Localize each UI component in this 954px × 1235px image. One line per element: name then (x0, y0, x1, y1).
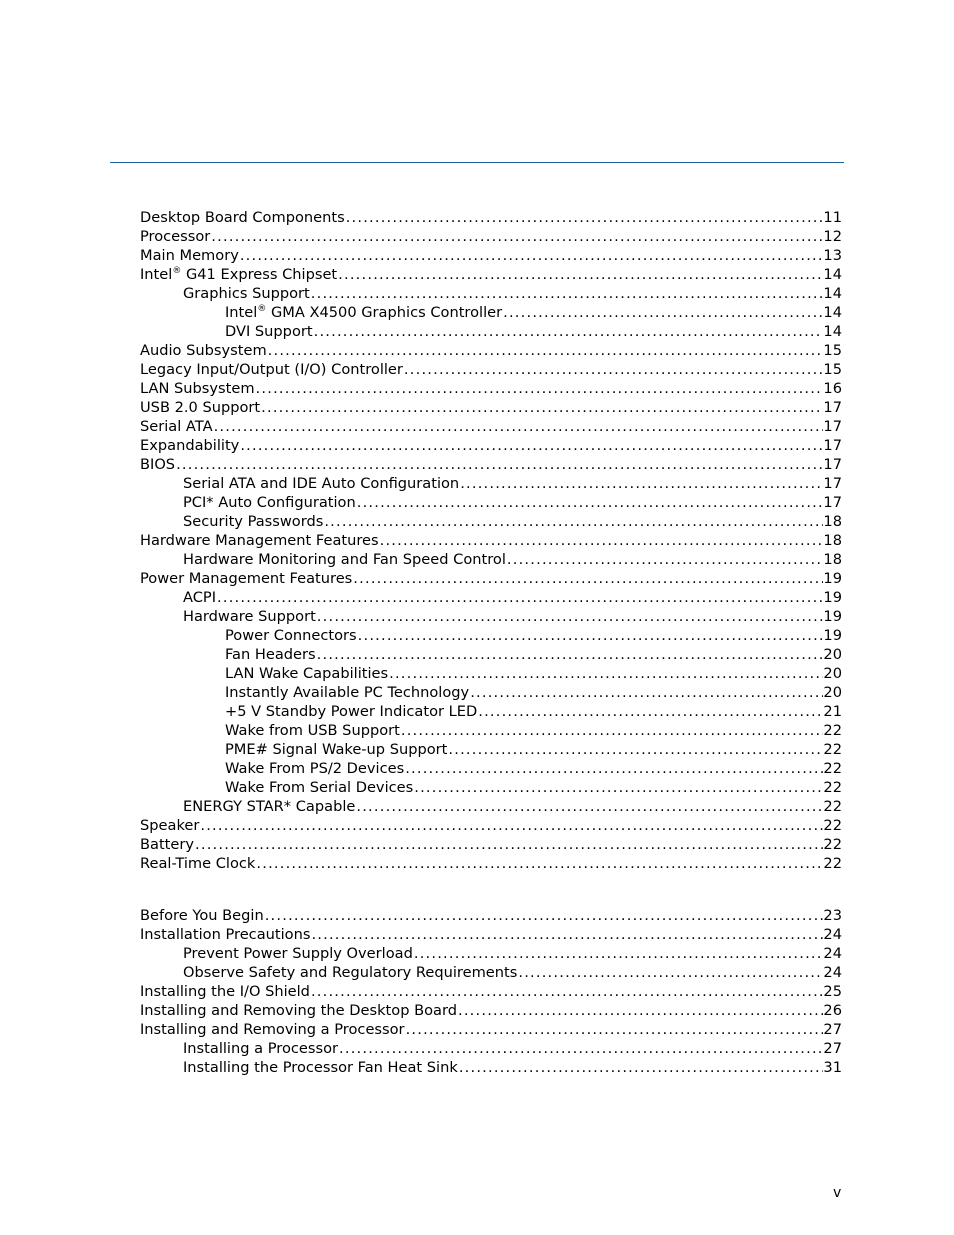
toc-entry[interactable] (140, 588, 842, 607)
toc-entry-page: 19 (823, 589, 842, 606)
toc-entry-page: 20 (823, 684, 842, 701)
toc-entry-page: 21 (823, 703, 842, 720)
toc-entry[interactable] (140, 1020, 842, 1039)
dot-leader (339, 1039, 823, 1058)
toc-entry-page: 25 (823, 983, 842, 1000)
toc-entry[interactable] (140, 512, 842, 531)
toc-entry[interactable] (140, 303, 842, 322)
dot-leader (261, 398, 823, 417)
toc-entry[interactable] (140, 626, 842, 645)
toc-entry[interactable] (140, 1039, 842, 1058)
toc-entry-title-text: Wake From PS/2 Devices (225, 760, 405, 777)
dot-leader (311, 925, 823, 944)
toc-entry-title-text: Desktop Board Components (140, 209, 345, 226)
toc-entry[interactable] (140, 740, 842, 759)
toc-entry[interactable] (140, 721, 842, 740)
toc-entry-title-text: Wake from USB Support (225, 722, 400, 739)
toc-entry-title (225, 702, 477, 721)
dot-leader (460, 474, 823, 493)
dot-leader (478, 702, 823, 721)
dot-leader (353, 569, 823, 588)
toc-entry-page: 31 (823, 1059, 842, 1076)
toc-entry[interactable] (140, 854, 842, 873)
dot-leader (414, 944, 824, 963)
toc-entry-title-text: Installing the Processor Fan Heat Sink (183, 1059, 458, 1076)
toc-entry-title-text: Serial ATA (140, 418, 213, 435)
dot-leader (324, 512, 823, 531)
toc-entry-title-text: Expandability (140, 437, 240, 454)
toc-entry-title-text: Installing and Removing the Desktop Board (140, 1002, 457, 1019)
toc-entry-title (183, 493, 356, 512)
toc-entry-page: 22 (823, 836, 842, 853)
toc-entry-title (140, 208, 345, 227)
toc-entry-title-text: Installing the I/O Shield (140, 983, 310, 1000)
toc-section-board-features (140, 208, 842, 873)
dot-leader (401, 721, 824, 740)
toc-entry[interactable] (140, 474, 842, 493)
toc-entry-title-text: Fan Headers (225, 646, 316, 663)
dot-leader (389, 664, 823, 683)
toc-entry-page: 17 (823, 437, 842, 454)
toc-entry[interactable] (140, 360, 842, 379)
dot-leader (380, 531, 824, 550)
toc-entry-title (140, 265, 337, 284)
toc-entry-title (140, 1001, 457, 1020)
toc-entry-title (140, 341, 267, 360)
dot-leader (448, 740, 823, 759)
toc-entry-page: 24 (823, 964, 842, 981)
toc-entry-title (225, 759, 404, 778)
toc-entry-title-text: LAN Subsystem (140, 380, 255, 397)
toc-entry-page: 24 (823, 945, 842, 962)
toc-entry-title-text: Installing and Removing a Processor (140, 1021, 405, 1038)
toc-entry-title (225, 303, 502, 322)
toc-entry-title (183, 963, 517, 982)
toc-entry-page: 22 (823, 855, 842, 872)
toc-entry-page: 22 (823, 722, 842, 739)
toc-entry-title-text: ENERGY STAR* Capable (183, 798, 356, 815)
toc-entry-title (140, 906, 264, 925)
dot-leader (240, 436, 823, 455)
dot-leader (211, 227, 823, 246)
toc-entry-page: 22 (823, 760, 842, 777)
toc-entry-title (183, 1039, 338, 1058)
toc-entry[interactable] (140, 417, 842, 436)
dot-leader (357, 493, 824, 512)
registered-mark: ® (257, 304, 267, 314)
toc-entry-title (140, 569, 352, 588)
toc-entry-page: 15 (823, 361, 842, 378)
toc-entry[interactable] (140, 322, 842, 341)
toc-entry-title (140, 436, 239, 455)
toc-entry-title (225, 740, 447, 759)
toc-entry-page: 20 (823, 646, 842, 663)
dot-leader (346, 208, 824, 227)
toc-entry-title (225, 778, 413, 797)
toc-entry-page: 19 (823, 608, 842, 625)
dot-leader (503, 303, 823, 322)
toc-entry-title-text: GMA X4500 Graphics Controller (266, 304, 503, 321)
toc-entry-title (225, 645, 316, 664)
toc-entry-title (225, 721, 400, 740)
toc-entry-page: 16 (823, 380, 842, 397)
toc-entry-title (183, 607, 316, 626)
toc-entry-title-text: Serial ATA and IDE Auto Configuration (183, 475, 460, 492)
toc-entry[interactable] (140, 702, 842, 721)
toc-entry[interactable] (140, 569, 842, 588)
toc-entry[interactable] (140, 398, 842, 417)
toc-entry-page: 22 (823, 741, 842, 758)
toc-entry-title (140, 398, 260, 417)
toc-entry-title (183, 512, 323, 531)
toc-entry[interactable] (140, 550, 842, 569)
toc-entry-title (140, 246, 239, 265)
toc-entry-title (140, 531, 379, 550)
toc-entry-title-text: Power Connectors (225, 627, 357, 644)
toc-entry-page: 27 (823, 1040, 842, 1057)
toc-entry[interactable] (140, 436, 842, 455)
toc-entry-title (183, 944, 413, 963)
dot-leader (195, 835, 823, 854)
toc-entry-title-text: Intel (140, 266, 173, 283)
toc-entry-title (140, 835, 194, 854)
dot-leader (459, 1058, 824, 1077)
toc-entry-page: 23 (823, 907, 842, 924)
dot-leader (256, 379, 824, 398)
dot-leader (507, 550, 824, 569)
dot-leader (240, 246, 824, 265)
toc-entry-title-text: ACPI (183, 589, 217, 606)
toc-entry-page: 17 (823, 399, 842, 416)
toc-entry-title-text: Audio Subsystem (140, 342, 267, 359)
toc-entry[interactable] (140, 925, 842, 944)
toc-entry[interactable] (140, 645, 842, 664)
toc-entry[interactable] (140, 683, 842, 702)
toc-entry-title-text: Speaker (140, 817, 200, 834)
dot-leader (404, 360, 824, 379)
toc-entry[interactable] (140, 227, 842, 246)
toc-entry-page: 17 (823, 456, 842, 473)
toc-entry-title (183, 797, 355, 816)
toc-entry[interactable] (140, 284, 842, 303)
toc-entry-page: 14 (823, 304, 842, 321)
dot-leader (314, 322, 824, 341)
toc-entry-title-text: PCI* Auto Configuration (183, 494, 356, 511)
toc-entry[interactable] (140, 493, 842, 512)
dot-leader (470, 683, 823, 702)
registered-mark: ® (172, 266, 182, 276)
dot-leader (311, 284, 824, 303)
toc-entry[interactable] (140, 797, 842, 816)
toc-entry-page: 14 (823, 323, 842, 340)
toc-entry-title-text: Before You Begin (140, 907, 264, 924)
toc-entry-title (140, 925, 310, 944)
header-rule (110, 162, 844, 163)
toc-entry-title (140, 1020, 405, 1039)
dot-leader (406, 1020, 824, 1039)
toc-entry-title-text: Wake From Serial Devices (225, 779, 414, 796)
dot-leader (265, 906, 824, 925)
toc-entry-title (225, 626, 357, 645)
toc-entry[interactable] (140, 341, 842, 360)
toc-entry-title (140, 982, 310, 1001)
toc-entry-page: 14 (823, 285, 842, 302)
toc-entry-page: 18 (823, 513, 842, 530)
toc-entry-title-text: Installing a Processor (183, 1040, 339, 1057)
toc-entry[interactable] (140, 963, 842, 982)
toc-entry-title-text: +5 V Standby Power Indicator LED (225, 703, 478, 720)
toc-entry-title-text: Graphics Support (183, 285, 310, 302)
toc-entry-title-text: Battery (140, 836, 195, 853)
dot-leader (176, 455, 823, 474)
toc-entry-title (183, 284, 310, 303)
dot-leader (356, 797, 823, 816)
dot-leader (317, 607, 824, 626)
toc-entry-title-text: Real-Time Clock (140, 855, 256, 872)
toc-entry-title-text: Main Memory (140, 247, 239, 264)
dot-leader (518, 963, 823, 982)
toc-entry-title (183, 474, 459, 493)
dot-leader (256, 854, 823, 873)
toc-entry[interactable] (140, 1058, 842, 1077)
toc-entry[interactable] (140, 208, 842, 227)
toc-entry-title (140, 854, 255, 873)
dot-leader (458, 1001, 823, 1020)
toc-entry[interactable] (140, 664, 842, 683)
toc-entry-page: 13 (823, 247, 842, 264)
toc-entry-title-text: G41 Express Chipset (181, 266, 338, 283)
toc-entry-page: 20 (823, 665, 842, 682)
toc-entry-page: 17 (823, 494, 842, 511)
toc-entry[interactable] (140, 759, 842, 778)
toc-entry-title (140, 360, 403, 379)
dot-leader (268, 341, 824, 360)
toc-entry[interactable] (140, 835, 842, 854)
toc-entry[interactable] (140, 246, 842, 265)
toc-entry-title (140, 816, 199, 835)
dot-leader (338, 265, 823, 284)
toc-entry-title-text: Installation Precautions (140, 926, 311, 943)
toc-entry-title-text: Instantly Available PC Technology (225, 684, 470, 701)
toc-entry-title-text: Hardware Monitoring and Fan Speed Control (183, 551, 506, 568)
toc-entry[interactable] (140, 982, 842, 1001)
toc-entry-page: 17 (823, 475, 842, 492)
toc-entry-title (140, 227, 210, 246)
toc-entry-title (183, 1058, 458, 1077)
toc-entry-title (140, 455, 175, 474)
toc-entry[interactable] (140, 1001, 842, 1020)
toc-entry-title-text: DVI Support (225, 323, 313, 340)
toc-entry-title (140, 379, 255, 398)
toc-entry-page: 26 (823, 1002, 842, 1019)
toc-entry-title (225, 683, 469, 702)
toc-entry-page: 12 (823, 228, 842, 245)
toc-entry-page: 11 (823, 209, 842, 226)
toc-entry-page: 27 (823, 1021, 842, 1038)
toc-entry[interactable] (140, 944, 842, 963)
toc-entry[interactable] (140, 906, 842, 925)
toc-entry-page: 17 (823, 418, 842, 435)
toc-entry-page: 24 (823, 926, 842, 943)
toc-entry-title (183, 550, 506, 569)
toc-entry-page: 15 (823, 342, 842, 359)
dot-leader (414, 778, 823, 797)
toc-entry[interactable] (140, 265, 842, 284)
toc-entry-title (183, 588, 216, 607)
dot-leader (214, 417, 824, 436)
toc-entry[interactable] (140, 379, 842, 398)
dot-leader (358, 626, 824, 645)
dot-leader (200, 816, 823, 835)
toc-entry[interactable] (140, 607, 842, 626)
toc-entry-title-text: LAN Wake Capabilities (225, 665, 389, 682)
toc-entry-title-text: USB 2.0 Support (140, 399, 261, 416)
toc-entry-page: 18 (823, 551, 842, 568)
toc-entry-page: 22 (823, 798, 842, 815)
dot-leader (217, 588, 823, 607)
toc-entry-title-text: Hardware Support (183, 608, 316, 625)
toc-entry-title-text: BIOS (140, 456, 176, 473)
toc-entry[interactable] (140, 816, 842, 835)
toc-entry-title-text: Prevent Power Supply Overload (183, 945, 413, 962)
toc-entry-title (225, 664, 388, 683)
toc-entry-title-text: Observe Safety and Regulatory Requirements (183, 964, 518, 981)
dot-leader (317, 645, 824, 664)
toc-entry-title (225, 322, 313, 341)
toc-entry-page: 14 (823, 266, 842, 283)
toc-entry-title-text: Legacy Input/Output (I/O) Controller (140, 361, 403, 378)
toc-entry-title-text: Security Passwords (183, 513, 324, 530)
toc-entry-page: 22 (823, 817, 842, 834)
page-number: v (833, 1185, 842, 1201)
dot-leader (311, 982, 823, 1001)
toc-entry-title-text: Hardware Management Features (140, 532, 379, 549)
toc-entry-page: 19 (823, 570, 842, 587)
toc-entry-title (140, 417, 213, 436)
dot-leader (405, 759, 823, 778)
toc-entry-title-text: PME# Signal Wake-up Support (225, 741, 448, 758)
toc-entry[interactable] (140, 778, 842, 797)
toc-entry[interactable] (140, 531, 842, 550)
toc-entry[interactable] (140, 455, 842, 474)
toc-entry-page: 18 (823, 532, 842, 549)
toc-entry-page: 22 (823, 779, 842, 796)
toc-entry-page: 19 (823, 627, 842, 644)
toc-entry-title-text: Processor (140, 228, 211, 245)
toc-entry-title-text: Power Management Features (140, 570, 353, 587)
toc-section-installing (140, 906, 842, 1077)
toc-entry-title-text: Intel (225, 304, 258, 321)
